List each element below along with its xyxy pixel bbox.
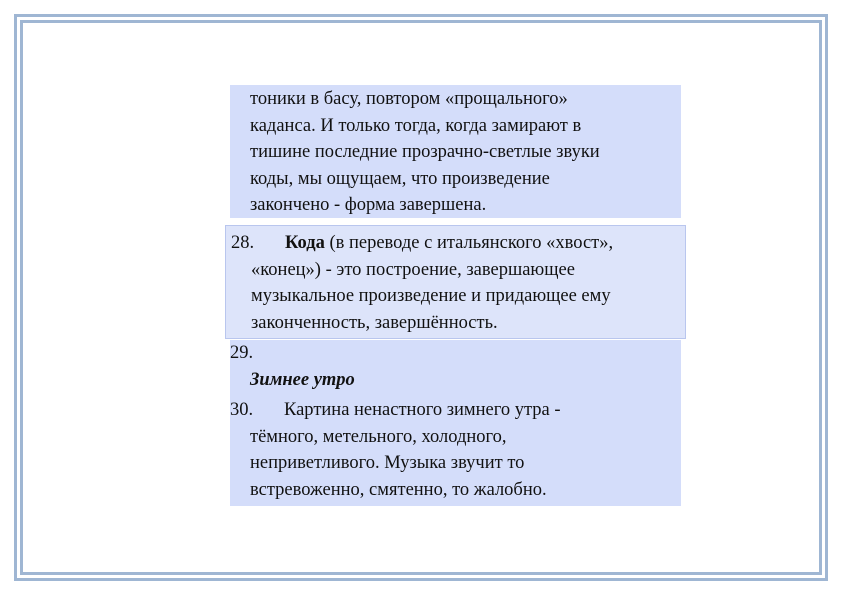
item-first-line xyxy=(231,230,685,257)
piece-title: Зимнее утро xyxy=(250,369,355,390)
text-block-continuation xyxy=(230,85,681,218)
item-number: 28. xyxy=(231,233,255,253)
text-line: неприветливого. Музыка звучит то xyxy=(250,453,525,473)
item-number: 29. xyxy=(230,343,254,363)
text-line: «конец») - это построение, завершающее xyxy=(251,259,575,280)
list-items-29-30 xyxy=(230,340,681,506)
text-line: закончено - форма завершена. xyxy=(250,195,487,215)
term-coda: Кода xyxy=(285,233,325,253)
text-line: тёмного, метельного, холодного, xyxy=(250,426,507,447)
text-line: тишине последние прозрачно-светлые звуки xyxy=(250,142,600,162)
text-line: каданса. И только тогда, когда замирают в xyxy=(250,115,582,136)
text-line: законченность, завершённость. xyxy=(251,312,498,333)
text-line: тоники в басу, повтором «прощального» xyxy=(250,89,568,109)
text-line: музыкальное произведение и придающее ему xyxy=(251,286,611,306)
text-line: встревоженно, смятенно, то жалобно. xyxy=(250,479,547,500)
text-line: коды, мы ощущаем, что произведение xyxy=(250,168,550,189)
item-number: 30. xyxy=(230,400,254,420)
definition-text: (в переводе с итальянского «хвост», xyxy=(324,233,614,253)
description-text: Картина ненастного зимнего утра - xyxy=(284,400,561,420)
item-first-line xyxy=(230,397,681,424)
list-item-28-coda xyxy=(225,225,686,339)
